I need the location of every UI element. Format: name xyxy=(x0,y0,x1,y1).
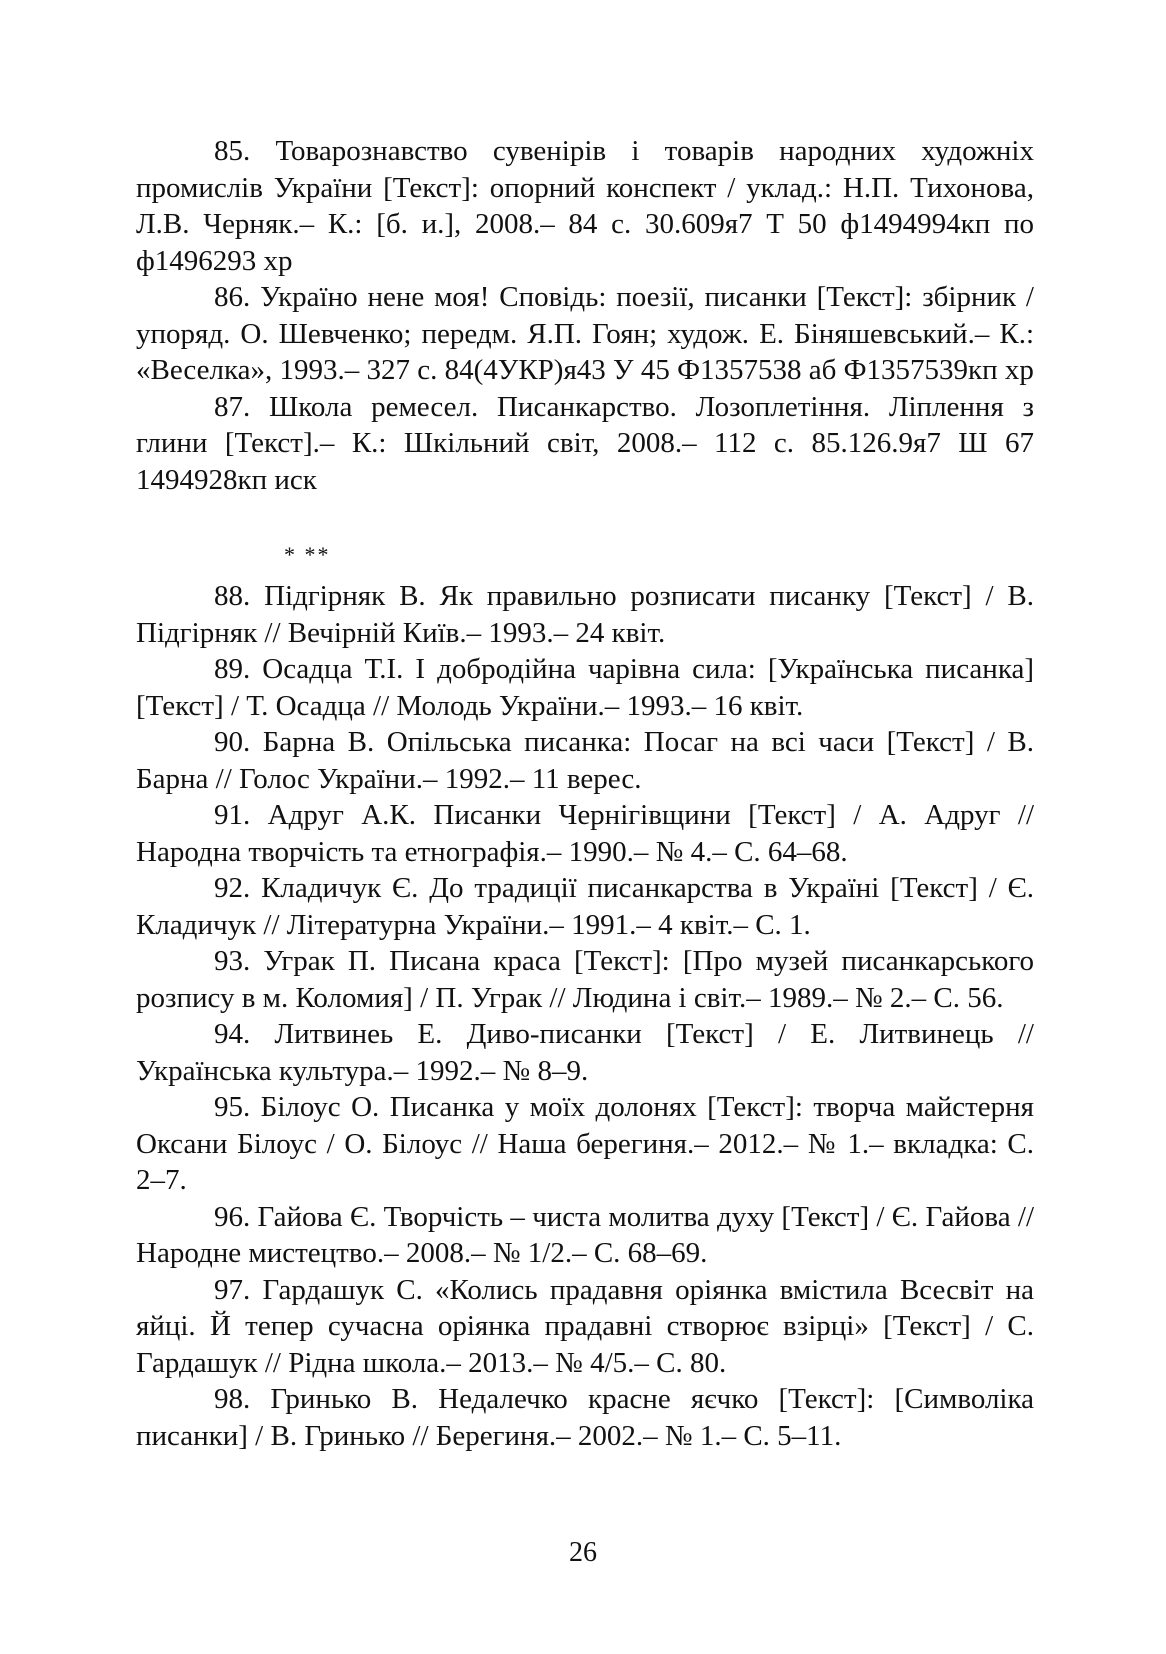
bibliography-entry-90: 90. Барна В. Опільська писанка: Посаг на всі часи [Текст] / В. Барна // Голос України.– 1992.– 11 верес. xyxy=(136,726,1034,795)
bibliography-entry-98: 98. Гринько В. Недалечко красне яєчко [Текст]: [Символіка писанки] / В. Гринько // Берегиня.– 2002.– № 1.– С. 5–11. xyxy=(136,1383,1034,1452)
bibliography-entry-96: 96. Гайова Є. Творчість – чиста молитва духу [Текст] / Є. Гайова // Народне мистецтво.– 2008.– № 1/2.– С. 68–69. xyxy=(136,1200,1034,1269)
section-separator: * ** xyxy=(284,542,331,567)
bibliography-entry-91: 91. Адруг А.К. Писанки Чернігівщини [Текст] / А. Адруг // Народна творчість та етнографія.– 1990.– № 4.– С. 64–68. xyxy=(136,799,1034,868)
bibliography-entry-85: 85. Товарознавство сувенірів і товарів народних художніх промислів України [Текст]: опорний конспект / уклад.: Н.П. Тихонова, Л.В. Черняк.– К.: [б. и.], 2008.– 84 с. 30.609я7 Т 50 ф1494994кп по ф1496293 хр xyxy=(136,135,1034,277)
bibliography-entry-88: 88. Підгірняк В. Як правильно розписати писанку [Текст] / В. Підгірняк // Вечірній Київ.– 1993.– 24 квіт. xyxy=(136,580,1034,649)
page-number: 26 xyxy=(569,1537,597,1568)
bibliography-entry-86: 86. Україно нене моя! Сповідь: поезії, писанки [Текст]: збірник / упоряд. О. Шевченко; передм. Я.П. Гоян; худож. Е. Біняшевський.– К.: «Веселка», 1993.– 327 с. 84(4УКР)я43 У 45 Ф1357538 аб Ф1357539кп хр xyxy=(136,281,1034,386)
bibliography-entry-87: 87. Школа ремесел. Писанкарство. Лозоплетіння. Ліплення з глини [Текст].– К.: Шкільний світ, 2008.– 112 с. 85.126.9я7 Ш 67 1494928кп иск xyxy=(136,390,1034,496)
bibliography-entry-93: 93. Уграк П. Писана краса [Текст]: [Про музей писанкарського розпису в м. Коломия] / П. Уграк // Людина і світ.– 1989.– № 2.– С. 56. xyxy=(136,945,1034,1014)
bibliography-entry-94: 94. Литвинеь Е. Диво-писанки [Текст] / Е. Литвинець // Українська культура.– 1992.– № 8–9. xyxy=(136,1018,1034,1087)
bibliography-entry-95: 95. Білоус О. Писанка у моїх долонях [Текст]: творча майстерня Оксани Білоус / О. Білоус // Наша берегиня.– 2012.– № 1.– вкладка: С. 2–7. xyxy=(136,1091,1034,1196)
bibliography-entry-89: 89. Осадца Т.І. І добродійна чарівна сила: [Українська писанка] [Текст] / Т. Осадца // Молодь України.– 1993.– 16 квіт. xyxy=(136,653,1034,722)
bibliography-entry-97: 97. Гардашук С. «Колись прадавня оріянка вмістила Всесвіт на яйці. Й тепер сучасна оріянка прадавні створює взірці» [Текст] / С. Гардашук // Рідна школа.– 2013.– № 4/5.– С. 80. xyxy=(136,1273,1034,1379)
bibliography-list xyxy=(136,133,1034,1454)
bibliography-entry-92: 92. Кладичук Є. До традиції писанкарства в Україні [Текст] / Є. Кладичук // Літературна України.– 1991.– 4 квіт.– С. 1. xyxy=(136,872,1034,941)
